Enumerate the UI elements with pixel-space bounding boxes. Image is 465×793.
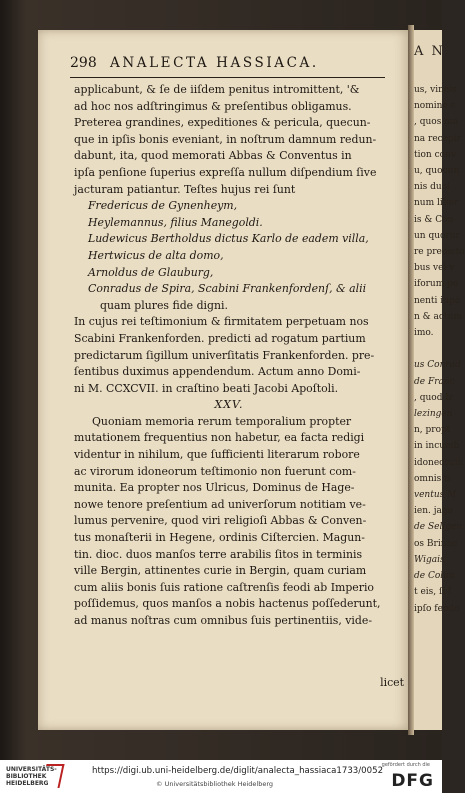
facing-page-line: num liber: [414, 198, 459, 209]
facing-page-line: un quorur: [414, 230, 460, 241]
funder-caption: gefördert durch die: [381, 762, 430, 768]
facing-page-line: , quos ma: [414, 117, 459, 128]
text-line: tin. dioc. duos manſos terre arabilis ſitos in terminis: [74, 547, 363, 561]
facing-page-line: ien. jage: [414, 506, 453, 517]
facing-page-line: iforum pe: [414, 279, 459, 290]
permalink-url[interactable]: https://digi.ub.uni-heidelberg.de/diglit/analecta_hassiaca1733/0052: [92, 766, 384, 776]
facing-page-line: is & Con: [414, 214, 454, 225]
facing-page-line: n & actum: [414, 311, 462, 322]
facing-page-line: imo.: [414, 328, 434, 339]
text-line: que in ipſis bonis eveniant, in noſtrum damnum redun-: [74, 132, 377, 146]
copyright-notice: © Universitätsbibliothek Heidelberg: [156, 780, 274, 788]
page-header: [70, 55, 385, 78]
facing-page-header: A N: [414, 44, 445, 59]
text-line: predictarum ſigillum univerſitatis Frankenforden. pre-: [74, 348, 375, 362]
facing-page-line: na recepir: [414, 133, 461, 144]
facing-page-line: t eis, ſi ſ: [414, 587, 452, 598]
text-line: Fredericus de Gynenheym,: [88, 199, 238, 213]
text-line: videntur in nihilum, que ſufficienti literarum robore: [74, 448, 360, 462]
text-line: quam plures fide digni.: [100, 298, 228, 312]
text-line: Arnoldus de Glauburg,: [88, 265, 214, 279]
text-line: ni M. CCXCVII. in craſtino beati Jacobi Apoſtoli.: [74, 381, 339, 395]
facing-page-line: lezingen: [414, 409, 453, 420]
text-line: mutationem frequentius non habetur, ea facta redigi: [74, 431, 365, 445]
text-line: Hertwicus de alta domo,: [88, 248, 224, 262]
facing-page-lines: [414, 82, 465, 617]
facing-page-fragment: [414, 30, 465, 730]
dfg-logo: DFG: [391, 771, 434, 791]
running-title: ANALECTA HASSIACA.: [110, 55, 319, 71]
text-line: ad hoc nos adſtringimus & preſentibus obligamus.: [74, 99, 352, 113]
facing-page-line: u, quocun: [414, 166, 460, 177]
text-line: ac virorum idoneorum teſtimonio non fuerunt com-: [74, 464, 356, 478]
text-line: Quoniam memoria rerum temporalium propter: [92, 414, 352, 428]
text-line: lumus pervenire, quod viri religioſi Abbas & Conven-: [74, 514, 367, 528]
facing-page-line: n, propt: [414, 425, 451, 436]
facing-page-line: os Brinhe: [414, 538, 458, 549]
text-line: ad manus noſtras cum omnibus ſuis pertinentiis, vide-: [74, 614, 372, 627]
facing-page-line: tion conv: [414, 149, 456, 160]
text-line: Conradus de Spira, Scabini Frankenfordenſ, & alii: [88, 282, 367, 296]
facing-page-line: nenti inpo: [414, 295, 461, 306]
facing-page-line: de Franc: [414, 376, 455, 387]
text-line: XXV.: [214, 398, 244, 412]
facing-page-line: ventus M: [414, 490, 457, 501]
text-line: tus monaſterii in Hegene, ordinis Ciſtercien. Magun-: [74, 531, 365, 545]
text-line: In cujus rei teſtimonium & firmitatem perpetuam nos: [74, 315, 369, 329]
text-line: ville Bergin, attinentes curie in Bergin, quam curiam: [74, 564, 367, 578]
facing-page-line: idoneorum: [414, 457, 464, 468]
text-line: nowe tenore preſentium ad univerſorum notitiam ve-: [74, 497, 366, 511]
facing-page-line: nis duol: [414, 182, 451, 193]
library-logo-text: UNIVERSITÄTS- BIBLIOTHEK HEIDELBERG: [6, 766, 57, 787]
text-line: poſſidemus, quos manſos a nobis hactenus poſſederunt,: [74, 597, 381, 611]
text-line: Scabini Frankenforden. predicti ad rogatum partium: [74, 331, 366, 345]
text-line: Heylemannus, filius Manegoldi.: [88, 215, 263, 229]
facing-page-line: de Colun: [414, 571, 455, 582]
facing-page-line: , quod Ir: [414, 392, 454, 403]
facing-page-line: re predicto: [414, 247, 465, 258]
text-line: Ludewicus Bertholdus dictus Karlo de eadem villa,: [88, 232, 369, 246]
facing-page-line: [414, 341, 442, 357]
catchword: licet: [380, 676, 404, 689]
facing-page-line: Wigais: [414, 554, 445, 565]
facing-page-line: in incumb: [414, 441, 460, 452]
page-text: [74, 82, 404, 630]
page-number: 298: [70, 55, 97, 71]
viewer-footer: [0, 760, 442, 793]
library-logo-icon: [41, 764, 64, 788]
text-line: munita. Ea propter nos Ulricus, Dominus de Hage-: [74, 481, 355, 495]
text-line: ipſa penſione ſuperius expreſſa nullum diſpendium ſive: [74, 165, 377, 179]
facing-page-line: ipſo feodo: [414, 603, 460, 614]
text-line: ſentibus duximus appendendum. Actum anno Domi-: [74, 365, 361, 379]
text-line: dabunt, ita, quod memorati Abbas & Conventus in: [74, 149, 352, 163]
facing-page-line: us Conrad: [414, 360, 461, 371]
facing-page-line: bus vel v: [414, 263, 455, 274]
facing-page-line: de Seligen: [414, 522, 463, 533]
facing-page-line: omnis ti: [414, 473, 451, 484]
text-line: applicabunt, & ſe de iiſdem penitus intromittent, '&: [74, 83, 360, 96]
text-line: cum aliis bonis ſuis ratione caſtrenſis feodi ab Imperio: [74, 580, 374, 594]
facing-page-line: nomine c: [414, 101, 456, 112]
text-line: jacturam patiantur. Teſtes hujus rei ſunt: [74, 182, 296, 196]
facing-page-line: us, vineis: [414, 85, 457, 95]
text-line: Preterea grandines, expeditiones & pericula, quecun-: [74, 116, 371, 130]
